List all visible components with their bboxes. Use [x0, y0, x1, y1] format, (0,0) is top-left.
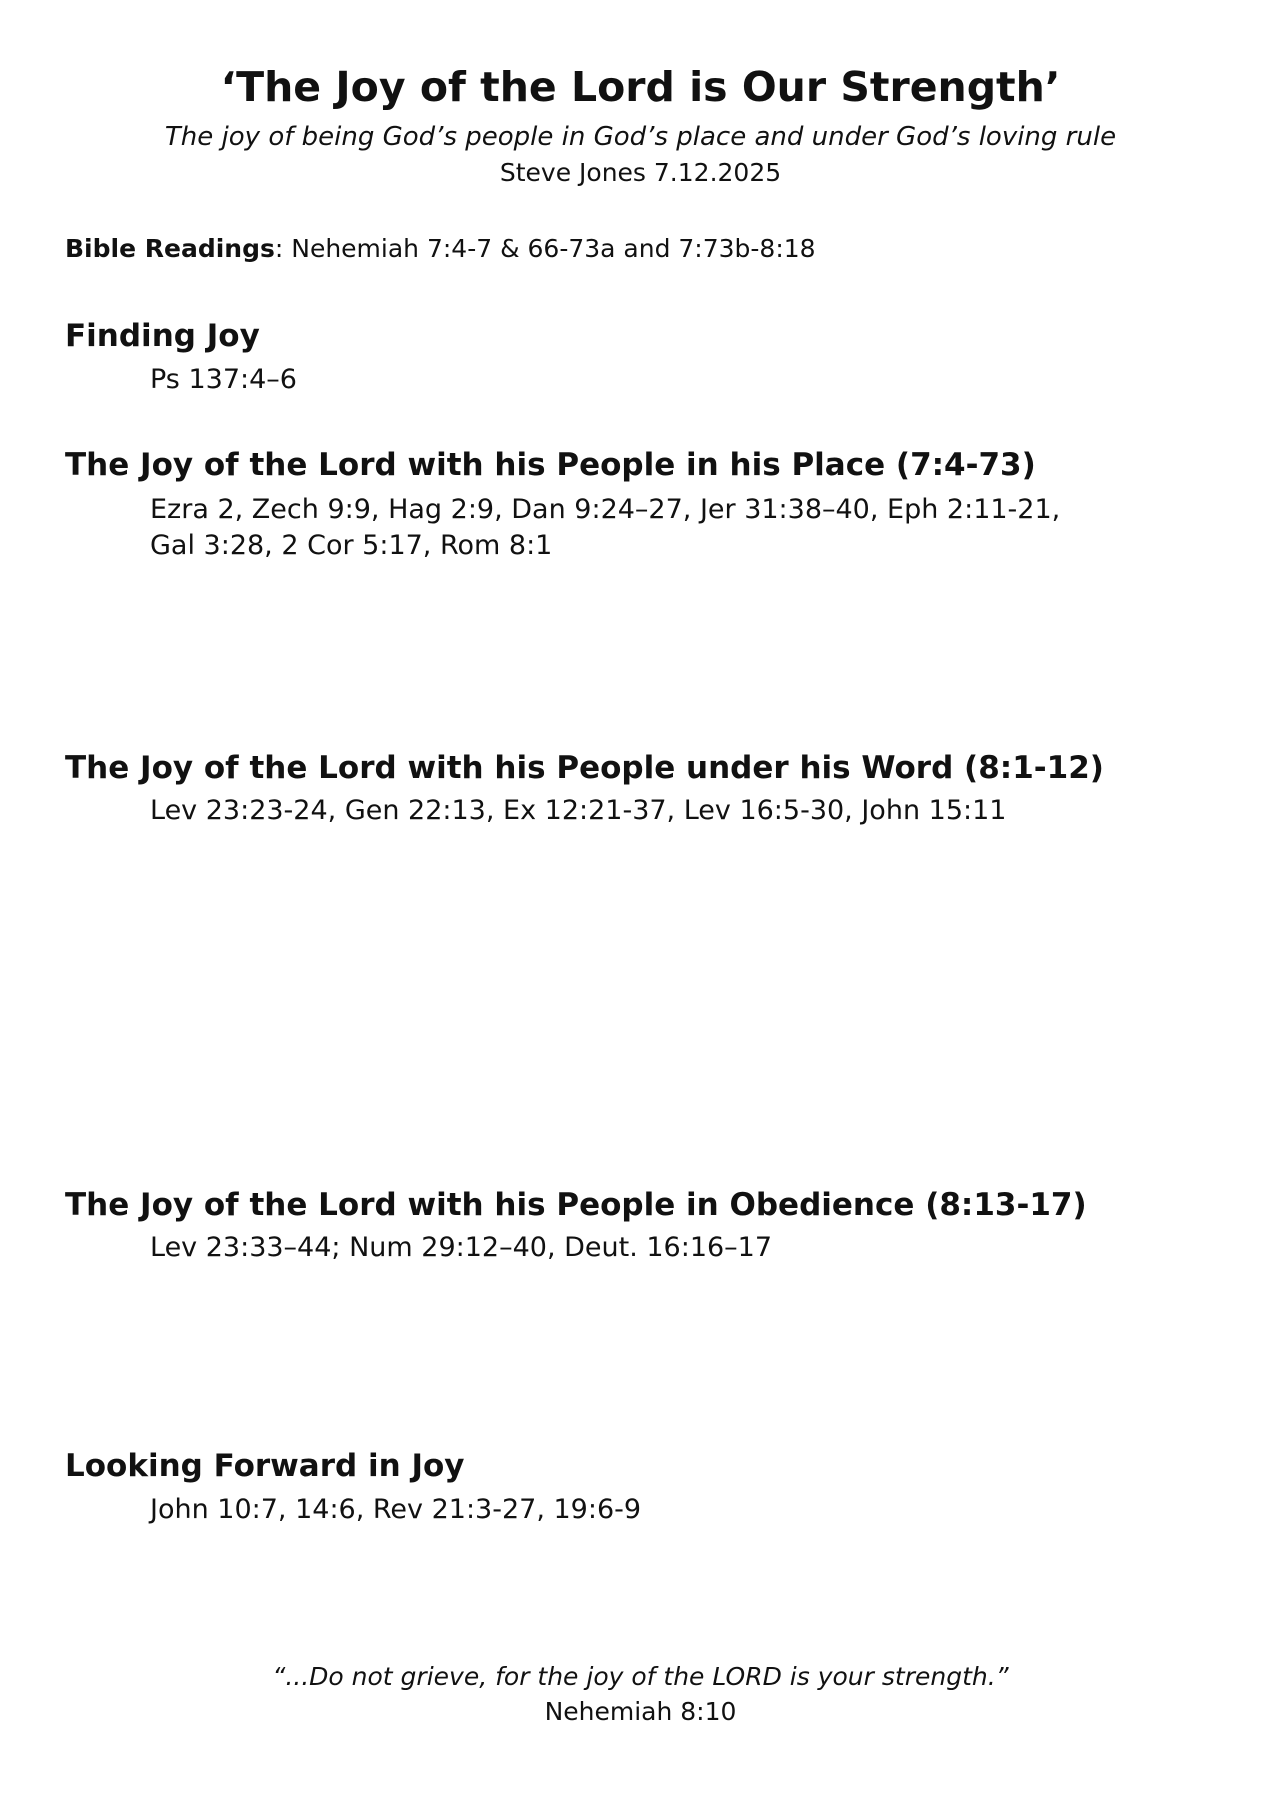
footer-quote: “...Do not grieve, for the joy of the LORD is your strength.”: [272, 1662, 1009, 1691]
section-heading-place: The Joy of the Lord with his People in his Place (7:4-73): [65, 447, 1036, 483]
section-refs-line: Ezra 2, Zech 9:9, Hag 2:9, Dan 9:24–27, Jer 31:38–40, Eph 2:11-21,: [150, 494, 1061, 525]
bible-readings-text: : Nehemiah 7:4-7 & 66-73a and 7:73b-8:18: [274, 234, 816, 263]
section-refs-line: Lev 23:33–44; Num 29:12–40, Deut. 16:16–17: [150, 1232, 773, 1263]
page-subtitle: The joy of being God’s people in God’s place and under God’s loving rule: [164, 122, 1117, 152]
section-refs-line: Lev 23:23-24, Gen 22:13, Ex 12:21-37, Lev 16:5-30, John 15:11: [150, 795, 1007, 826]
footer-quote-reference: Nehemiah 8:10: [544, 1697, 737, 1726]
section-heading-looking-forward: Looking Forward in Joy: [65, 1448, 465, 1484]
section-refs-line: Gal 3:28, 2 Cor 5:17, Rom 8:1: [150, 530, 553, 561]
section-refs-line: John 10:7, 14:6, Rev 21:3-27, 19:6-9: [150, 1494, 642, 1525]
section-heading-finding-joy: Finding Joy: [65, 318, 260, 354]
author-date: Steve Jones 7.12.2025: [499, 158, 782, 187]
bible-readings: [65, 233, 816, 265]
page-title: ‘The Joy of the Lord is Our Strength’: [220, 63, 1061, 111]
section-heading-obedience: The Joy of the Lord with his People in Obedience (8:13-17): [65, 1187, 1087, 1223]
section-heading-word: The Joy of the Lord with his People under his Word (8:1-12): [65, 750, 1104, 786]
section-refs-line: Ps 137:4–6: [150, 364, 297, 395]
bible-readings-label: Bible Readings: [65, 234, 275, 263]
